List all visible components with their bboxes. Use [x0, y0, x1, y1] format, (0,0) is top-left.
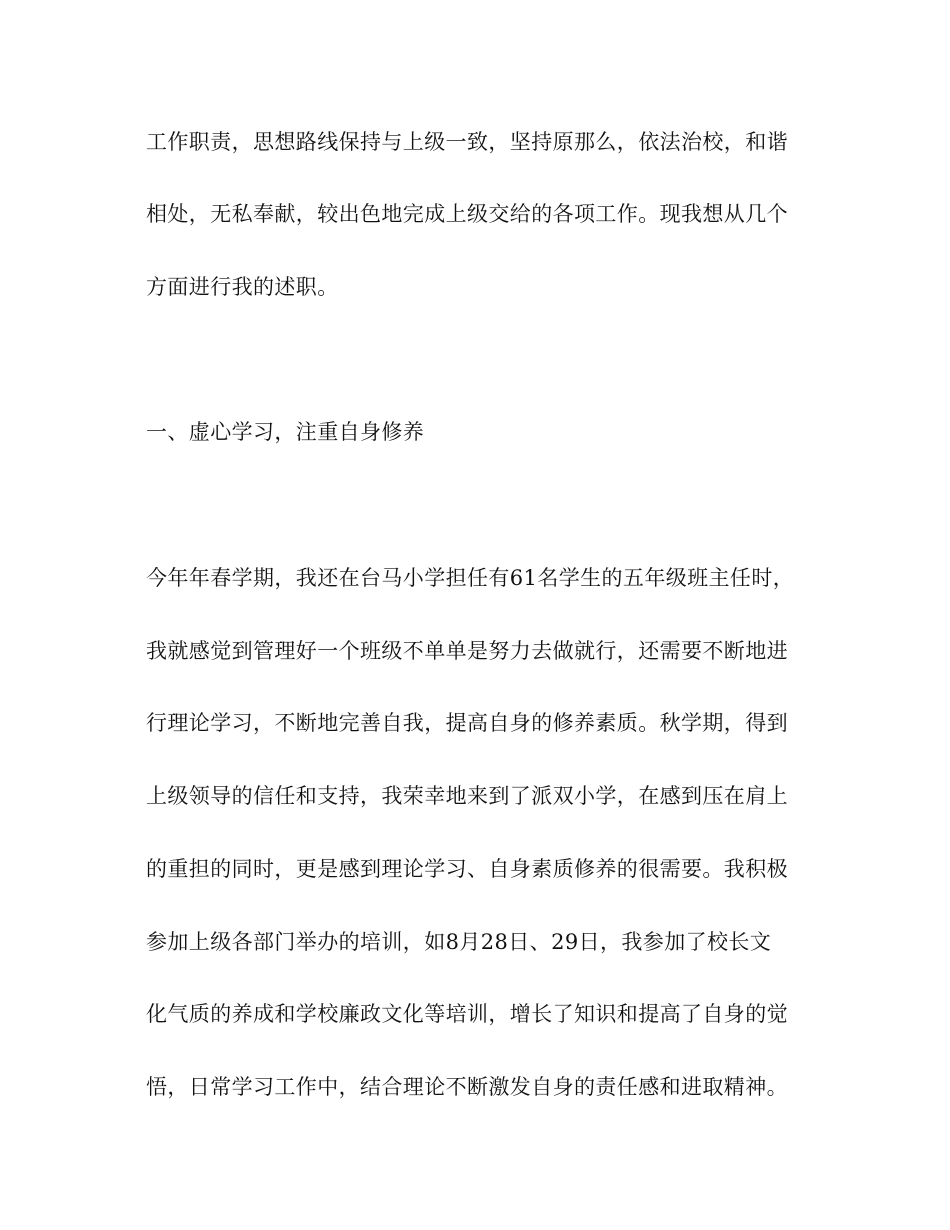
paragraph-2-line-6: 参加上级各部门举办的培训，如8月28日、29日，我参加了校长文: [146, 930, 772, 954]
paragraph-2-line-7: 化气质的养成和学校廉政文化等培训，增长了知识和提高了自身的觉: [146, 1002, 788, 1026]
paragraph-2-line-3: 行理论学习，不断地完善自我，提高自身的修养素质。秋学期，得到: [146, 711, 788, 735]
paragraph-2-line-1: 今年年春学期，我还在台马小学担任有61名学生的五年级班主任时，: [146, 566, 795, 590]
paragraph-1-line-2: 相处，无私奉献，较出色地完成上级交给的各项工作。现我想从几个: [146, 202, 788, 226]
paragraph-2-line-2: 我就感觉到管理好一个班级不单单是努力去做就行，还需要不断地进: [146, 639, 788, 663]
paragraph-1-line-1: 工作职责，思想路线保持与上级一致，坚持原那么，依法治校，和谐: [146, 130, 788, 154]
section-heading: 一、虚心学习，注重自身修养: [146, 420, 425, 444]
paragraph-2-line-8: 悟，日常学习工作中，结合理论不断激发自身的责任感和进取精神。: [146, 1075, 788, 1099]
paragraph-2-line-5: 的重担的同时，更是感到理论学习、自身素质修养的很需要。我积极: [146, 857, 788, 881]
paragraph-1-line-3: 方面进行我的述职。: [146, 275, 339, 299]
paragraph-2-line-4: 上级领导的信任和支持，我荣幸地来到了派双小学，在感到压在肩上: [146, 784, 788, 808]
